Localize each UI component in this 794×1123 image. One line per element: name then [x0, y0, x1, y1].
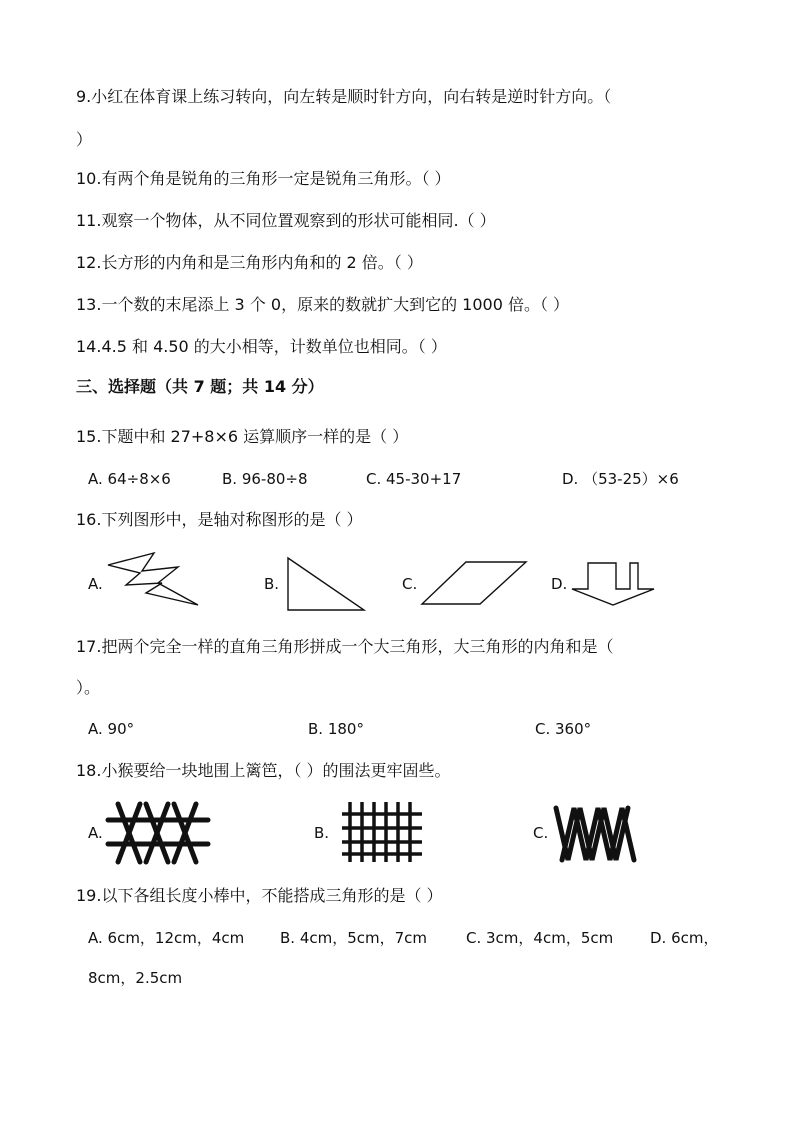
q15-option-d: D. （53-25）×6 [562, 470, 679, 488]
q16-label-d: D. [551, 575, 568, 593]
q16-label-a: A. [88, 575, 103, 593]
down-arrow-figure [570, 561, 656, 607]
question-17-text: 17.把两个完全一样的直角三角形拼成一个大三角形，大三角形的内角和是（ [76, 637, 614, 656]
q18-label-c: C. [533, 824, 549, 842]
question-10-text: 10.有两个角是锐角的三角形一定是锐角三角形。（ ） [76, 169, 451, 188]
q19-option-c: C. 3cm，4cm，5cm [466, 929, 614, 947]
parallelogram-figure [420, 560, 528, 606]
q19-option-a: A. 6cm，12cm，4cm [88, 929, 245, 947]
q15-option-c: C. 45-30+17 [366, 470, 462, 488]
question-12-text: 12.长方形的内角和是三角形内角和的 2 倍。（ ） [76, 253, 423, 272]
question-13-text: 13.一个数的末尾添上 3 个 0，原来的数就扩大到它的 1000 倍。（ ） [76, 295, 570, 314]
fence-diagonal-cross-figure [104, 800, 212, 866]
q17-option-b: B. 180° [308, 720, 364, 738]
q19-option-d-continuation: 8cm，2.5cm [88, 969, 183, 987]
fence-grid-figure [340, 800, 424, 864]
question-9-continuation: ） [76, 130, 93, 149]
fence-zigzag-figure [552, 802, 638, 866]
q15-option-b: B. 96-80÷8 [222, 470, 308, 488]
question-14-text: 14.4.5 和 4.50 的大小相等，计数单位也相同。（ ） [76, 337, 447, 356]
question-11-text: 11.观察一个物体，从不同位置观察到的形状可能相同.（ ） [76, 211, 496, 230]
q16-label-c: C. [402, 575, 418, 593]
question-9-text: 9.小红在体育课上练习转向，向左转是顺时针方向，向右转是逆时针方向。（ [76, 87, 612, 106]
q19-option-b: B. 4cm，5cm，7cm [280, 929, 428, 947]
question-16-text: 16.下列图形中，是轴对称图形的是（ ） [76, 510, 363, 529]
right-triangle-figure [284, 556, 366, 612]
question-19-text: 19.以下各组长度小棒中，不能搭成三角形的是（ ） [76, 886, 443, 905]
q17-option-a: A. 90° [88, 720, 135, 738]
question-15-text: 15.下题中和 27+8×6 运算顺序一样的是（ ） [76, 427, 409, 446]
question-18-text: 18.小猴要给一块地围上篱笆，（ ）的围法更牢固些。 [76, 761, 451, 780]
question-17-continuation: ）。 [76, 678, 101, 697]
q18-label-b: B. [314, 824, 330, 842]
q19-option-d: D. 6cm， [650, 929, 719, 947]
lightning-bolt-figure [106, 553, 200, 609]
section-3-heading: 三、选择题（共 7 题；共 14 分） [76, 377, 324, 396]
q15-option-a: A. 64÷8×6 [88, 470, 171, 488]
q17-option-c: C. 360° [535, 720, 592, 738]
q16-label-b: B. [264, 575, 280, 593]
q18-label-a: A. [88, 824, 103, 842]
